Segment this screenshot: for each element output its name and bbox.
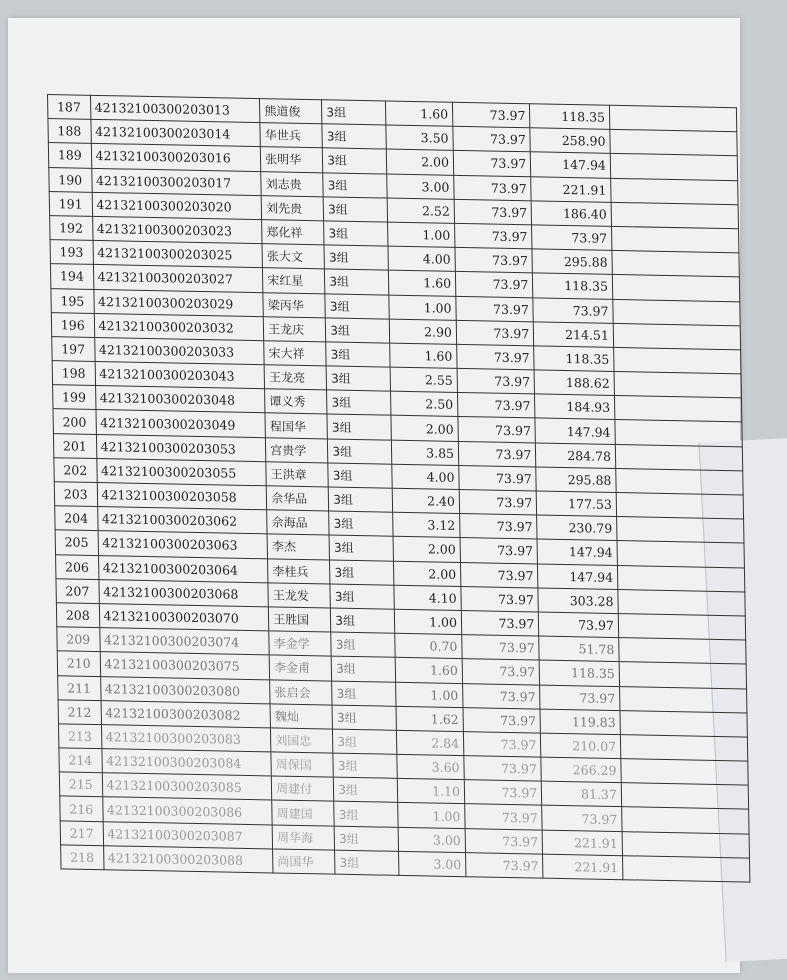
name-cell: 李金甫 [269, 655, 332, 680]
amount-cell: 184.93 [535, 394, 615, 420]
group-cell: 3组 [328, 463, 392, 488]
unit-price-cell: 73.97 [464, 780, 542, 806]
group-cell: 3组 [326, 318, 390, 343]
remark-cell [621, 783, 748, 810]
area-cell: 1.00 [388, 295, 456, 320]
unit-price-cell: 73.97 [457, 368, 535, 394]
amount-cell: 295.88 [536, 467, 616, 493]
area-cell: 2.40 [392, 488, 460, 513]
name-cell: 李金学 [269, 631, 332, 656]
name-cell: 刘志贵 [261, 171, 324, 196]
amount-cell: 266.29 [541, 757, 621, 783]
unit-price-cell: 73.97 [459, 465, 537, 491]
remark-cell [616, 492, 743, 519]
household-id-cell: 42132100300203087 [103, 821, 273, 848]
row-number-cell: 197 [52, 337, 95, 362]
row-number-cell: 209 [57, 627, 100, 652]
name-cell: 刘先贵 [261, 195, 324, 220]
group-cell: 3组 [323, 148, 387, 173]
row-number-cell: 204 [55, 506, 98, 531]
group-cell: 3组 [324, 221, 388, 246]
amount-cell: 81.37 [542, 781, 622, 807]
name-cell: 李杰 [267, 534, 330, 559]
name-cell: 王胜国 [269, 607, 332, 632]
household-id-cell: 42132100300203014 [90, 120, 260, 147]
area-cell: 2.50 [390, 391, 458, 416]
unit-price-cell: 73.97 [465, 804, 543, 830]
remark-cell [620, 710, 747, 737]
remark-cell [614, 396, 741, 423]
group-cell: 3组 [332, 681, 396, 706]
name-cell: 佘华品 [266, 486, 329, 511]
name-cell: 佘海品 [267, 510, 330, 535]
name-cell: 郑化祥 [262, 220, 325, 245]
remark-cell [609, 105, 736, 132]
row-number-cell: 199 [53, 385, 96, 410]
name-cell: 魏灿 [270, 704, 333, 729]
amount-cell: 295.88 [532, 249, 612, 275]
remark-cell [612, 275, 739, 302]
group-cell: 3组 [331, 656, 395, 681]
unit-price-cell: 73.97 [458, 441, 536, 467]
household-id-cell: 42132100300203048 [95, 386, 265, 413]
amount-cell: 221.91 [542, 830, 622, 856]
amount-cell: 188.62 [534, 370, 614, 396]
household-id-cell: 42132100300203068 [98, 579, 268, 606]
group-cell: 3组 [322, 100, 386, 125]
area-cell: 1.00 [387, 222, 455, 247]
name-cell: 梁丙华 [263, 292, 326, 317]
area-cell: 1.00 [397, 803, 465, 828]
name-cell: 周建付 [271, 776, 334, 801]
remark-cell [612, 250, 739, 277]
remark-cell [619, 686, 746, 713]
area-cell: 1.00 [394, 609, 462, 634]
group-cell: 3组 [330, 584, 394, 609]
amount-cell: 73.97 [539, 612, 619, 638]
unit-price-cell: 73.97 [454, 175, 532, 201]
row-number-cell: 207 [56, 579, 99, 604]
group-cell: 3组 [330, 560, 394, 585]
household-id-cell: 42132100300203080 [100, 676, 270, 703]
household-id-cell: 42132100300203062 [97, 507, 267, 534]
area-cell: 4.00 [388, 246, 456, 271]
remark-cell [618, 589, 745, 616]
amount-cell: 147.94 [537, 539, 617, 565]
area-cell: 1.60 [389, 343, 457, 368]
amount-cell: 177.53 [537, 491, 617, 517]
row-number-cell: 210 [57, 651, 100, 676]
unit-price-cell: 73.97 [461, 610, 539, 636]
household-id-cell: 42132100300203058 [97, 483, 267, 510]
area-cell: 3.50 [385, 125, 453, 150]
remark-cell [617, 517, 744, 544]
name-cell: 王龙发 [268, 583, 331, 608]
name-cell: 刘国忠 [271, 728, 334, 753]
household-id-cell: 42132100300203083 [101, 725, 271, 752]
amount-cell: 119.83 [540, 709, 620, 735]
row-number-cell: 191 [49, 191, 92, 216]
area-cell: 1.60 [395, 658, 463, 683]
household-id-cell: 42132100300203082 [101, 700, 271, 727]
unit-price-cell: 73.97 [462, 635, 540, 661]
row-number-cell: 188 [48, 119, 91, 144]
unit-price-cell: 73.97 [463, 731, 541, 757]
name-cell: 王龙庆 [263, 316, 326, 341]
remark-cell [622, 831, 749, 858]
amount-cell: 147.94 [538, 564, 618, 590]
name-cell: 张启会 [270, 679, 333, 704]
group-cell: 3组 [334, 802, 398, 827]
amount-cell: 118.35 [534, 346, 614, 372]
amount-cell: 51.78 [539, 636, 619, 662]
row-number-cell: 208 [56, 603, 99, 628]
household-id-cell: 42132100300203025 [93, 241, 263, 268]
household-id-cell: 42132100300203070 [99, 604, 269, 631]
name-cell: 王龙亮 [264, 365, 327, 390]
remark-cell [622, 807, 749, 834]
amount-cell: 147.94 [531, 152, 611, 178]
unit-price-cell: 73.97 [463, 707, 541, 733]
amount-cell: 73.97 [540, 685, 620, 711]
amount-cell: 118.35 [530, 104, 610, 130]
area-cell: 3.85 [391, 440, 459, 465]
unit-price-cell: 73.97 [466, 852, 544, 878]
remark-cell [611, 178, 738, 205]
area-cell: 3.00 [398, 851, 466, 876]
remark-cell [610, 129, 737, 156]
remark-cell [616, 468, 743, 495]
unit-price-cell: 73.97 [456, 296, 534, 322]
amount-cell: 118.35 [533, 273, 613, 299]
amount-cell: 73.97 [542, 806, 622, 832]
household-id-cell: 42132100300203023 [92, 216, 262, 243]
group-cell: 3组 [329, 511, 393, 536]
remark-cell [618, 613, 745, 640]
household-id-cell: 42132100300203049 [95, 410, 265, 437]
land-compensation-table [47, 94, 750, 883]
household-id-cell: 42132100300203053 [96, 434, 266, 461]
row-number-cell: 205 [55, 530, 98, 555]
unit-price-cell: 73.97 [463, 683, 541, 709]
remark-cell [617, 565, 744, 592]
name-cell: 华世兵 [260, 123, 323, 148]
group-cell: 3组 [333, 729, 397, 754]
amount-cell: 214.51 [534, 322, 614, 348]
group-cell: 3组 [323, 172, 387, 197]
household-id-cell: 42132100300203088 [103, 846, 273, 873]
row-number-cell: 212 [58, 700, 101, 725]
area-cell: 2.52 [387, 198, 455, 223]
household-id-cell: 42132100300203075 [100, 652, 270, 679]
row-number-cell: 214 [59, 748, 102, 773]
area-cell: 2.55 [390, 367, 458, 392]
group-cell: 3组 [322, 124, 386, 149]
group-cell: 3组 [324, 245, 388, 270]
household-id-cell: 42132100300203032 [94, 313, 264, 340]
unit-price-cell: 73.97 [457, 393, 535, 419]
remark-cell [622, 856, 749, 883]
area-cell: 2.84 [396, 730, 464, 755]
area-cell: 1.00 [395, 682, 463, 707]
unit-price-cell: 73.97 [455, 247, 533, 273]
household-id-cell: 42132100300203085 [102, 773, 272, 800]
group-cell: 3组 [326, 342, 390, 367]
household-id-cell: 42132100300203013 [90, 95, 260, 122]
data-table-container [47, 94, 754, 883]
remark-cell [615, 420, 742, 447]
group-cell: 3组 [331, 632, 395, 657]
name-cell: 周华海 [272, 825, 335, 850]
row-number-cell: 201 [53, 433, 96, 458]
name-cell: 宋大祥 [264, 341, 327, 366]
unit-price-cell: 73.97 [465, 828, 543, 854]
amount-cell: 186.40 [531, 201, 611, 227]
amount-cell: 221.91 [531, 176, 611, 202]
area-cell: 2.00 [393, 561, 461, 586]
area-cell: 3.00 [386, 174, 454, 199]
area-cell: 2.00 [390, 416, 458, 441]
amount-cell: 147.94 [535, 418, 615, 444]
name-cell: 张大文 [262, 244, 325, 269]
area-cell: 4.00 [391, 464, 459, 489]
row-number-cell: 211 [58, 675, 101, 700]
name-cell: 尚国华 [273, 849, 336, 874]
remark-cell [617, 541, 744, 568]
group-cell: 3组 [326, 366, 390, 391]
name-cell: 程国华 [265, 413, 328, 438]
row-number-cell: 195 [51, 288, 94, 313]
area-cell: 0.70 [394, 633, 462, 658]
row-number-cell: 202 [54, 458, 97, 483]
household-id-cell: 42132100300203033 [94, 337, 264, 364]
group-cell: 3组 [329, 487, 393, 512]
name-cell: 宋红星 [263, 268, 326, 293]
amount-cell: 221.91 [543, 854, 623, 880]
group-cell: 3组 [332, 705, 396, 730]
name-cell: 张明华 [261, 147, 324, 172]
area-cell: 2.00 [393, 537, 461, 562]
row-number-cell: 213 [58, 724, 101, 749]
remark-cell [611, 226, 738, 253]
row-number-cell: 206 [56, 554, 99, 579]
unit-price-cell: 73.97 [460, 562, 538, 588]
group-cell: 3组 [325, 293, 389, 318]
household-id-cell: 42132100300203086 [102, 797, 272, 824]
remark-cell [619, 638, 746, 665]
area-cell: 1.10 [397, 779, 465, 804]
household-id-cell: 42132100300203064 [98, 555, 268, 582]
unit-price-cell: 73.97 [462, 659, 540, 685]
group-cell: 3组 [331, 608, 395, 633]
area-cell: 2.00 [386, 149, 454, 174]
name-cell: 周保国 [271, 752, 334, 777]
area-cell: 2.90 [389, 319, 457, 344]
group-cell: 3组 [335, 850, 399, 875]
unit-price-cell: 73.97 [460, 538, 538, 564]
name-cell: 谭义秀 [265, 389, 328, 414]
remark-cell [614, 371, 741, 398]
row-number-cell: 192 [50, 216, 93, 241]
group-cell: 3组 [334, 826, 398, 851]
name-cell: 王洪章 [266, 462, 329, 487]
row-number-cell: 218 [61, 845, 104, 870]
group-cell: 3组 [325, 269, 389, 294]
household-id-cell: 42132100300203029 [93, 289, 263, 316]
remark-cell [613, 299, 740, 326]
group-cell: 3组 [327, 390, 391, 415]
unit-price-cell: 73.97 [458, 417, 536, 443]
row-number-cell: 217 [60, 821, 103, 846]
remark-cell [621, 759, 748, 786]
group-cell: 3组 [328, 439, 392, 464]
unit-price-cell: 73.97 [460, 514, 538, 540]
household-id-cell: 42132100300203043 [95, 362, 265, 389]
row-number-cell: 187 [48, 95, 91, 120]
household-id-cell: 42132100300203016 [91, 144, 261, 171]
household-id-cell: 42132100300203017 [91, 168, 261, 195]
name-cell: 宫贵学 [266, 437, 329, 462]
unit-price-cell: 73.97 [456, 320, 534, 346]
group-cell: 3组 [334, 777, 398, 802]
unit-price-cell: 73.97 [452, 102, 530, 128]
group-cell: 3组 [333, 753, 397, 778]
area-cell: 1.60 [385, 101, 453, 126]
row-number-cell: 193 [50, 240, 93, 265]
remark-cell [620, 734, 747, 761]
unit-price-cell: 73.97 [453, 151, 531, 177]
unit-price-cell: 73.97 [459, 489, 537, 515]
amount-cell: 284.78 [536, 443, 616, 469]
household-id-cell: 42132100300203084 [101, 749, 271, 776]
remark-cell [614, 347, 741, 374]
group-cell: 3组 [329, 535, 393, 560]
amount-cell: 258.90 [530, 128, 610, 154]
row-number-cell: 203 [54, 482, 97, 507]
row-number-cell: 190 [49, 167, 92, 192]
area-cell: 3.60 [396, 754, 464, 779]
row-number-cell: 198 [52, 361, 95, 386]
name-cell: 周建国 [272, 800, 335, 825]
household-id-cell: 42132100300203055 [96, 458, 266, 485]
row-number-cell: 189 [48, 143, 91, 168]
row-number-cell: 200 [53, 409, 96, 434]
household-id-cell: 42132100300203074 [99, 628, 269, 655]
area-cell: 3.00 [398, 827, 466, 852]
amount-cell: 73.97 [532, 225, 612, 251]
amount-cell: 73.97 [533, 297, 613, 323]
amount-cell: 230.79 [537, 515, 617, 541]
amount-cell: 118.35 [539, 660, 619, 686]
household-id-cell: 42132100300203027 [93, 265, 263, 292]
remark-cell [611, 202, 738, 229]
unit-price-cell: 73.97 [455, 223, 533, 249]
table-body [48, 95, 750, 883]
unit-price-cell: 73.97 [464, 756, 542, 782]
row-number-cell: 216 [60, 796, 103, 821]
group-cell: 3组 [327, 414, 391, 439]
household-id-cell: 42132100300203063 [98, 531, 268, 558]
remark-cell [613, 323, 740, 350]
area-cell: 1.62 [396, 706, 464, 731]
row-number-cell: 194 [50, 264, 93, 289]
unit-price-cell: 73.97 [461, 586, 539, 612]
area-cell: 1.60 [388, 270, 456, 295]
unit-price-cell: 73.97 [455, 272, 533, 298]
area-cell: 4.10 [393, 585, 461, 610]
remark-cell [615, 444, 742, 471]
row-number-cell: 215 [59, 772, 102, 797]
row-number-cell: 196 [51, 312, 94, 337]
area-cell: 3.12 [392, 512, 460, 537]
household-id-cell: 42132100300203020 [92, 192, 262, 219]
remark-cell [610, 154, 737, 181]
unit-price-cell: 73.97 [453, 126, 531, 152]
group-cell: 3组 [323, 197, 387, 222]
remark-cell [619, 662, 746, 689]
name-cell: 李桂兵 [268, 558, 331, 583]
amount-cell: 303.28 [538, 588, 618, 614]
unit-price-cell: 73.97 [457, 344, 535, 370]
amount-cell: 210.07 [541, 733, 621, 759]
unit-price-cell: 73.97 [454, 199, 532, 225]
name-cell: 熊道俊 [260, 99, 323, 124]
